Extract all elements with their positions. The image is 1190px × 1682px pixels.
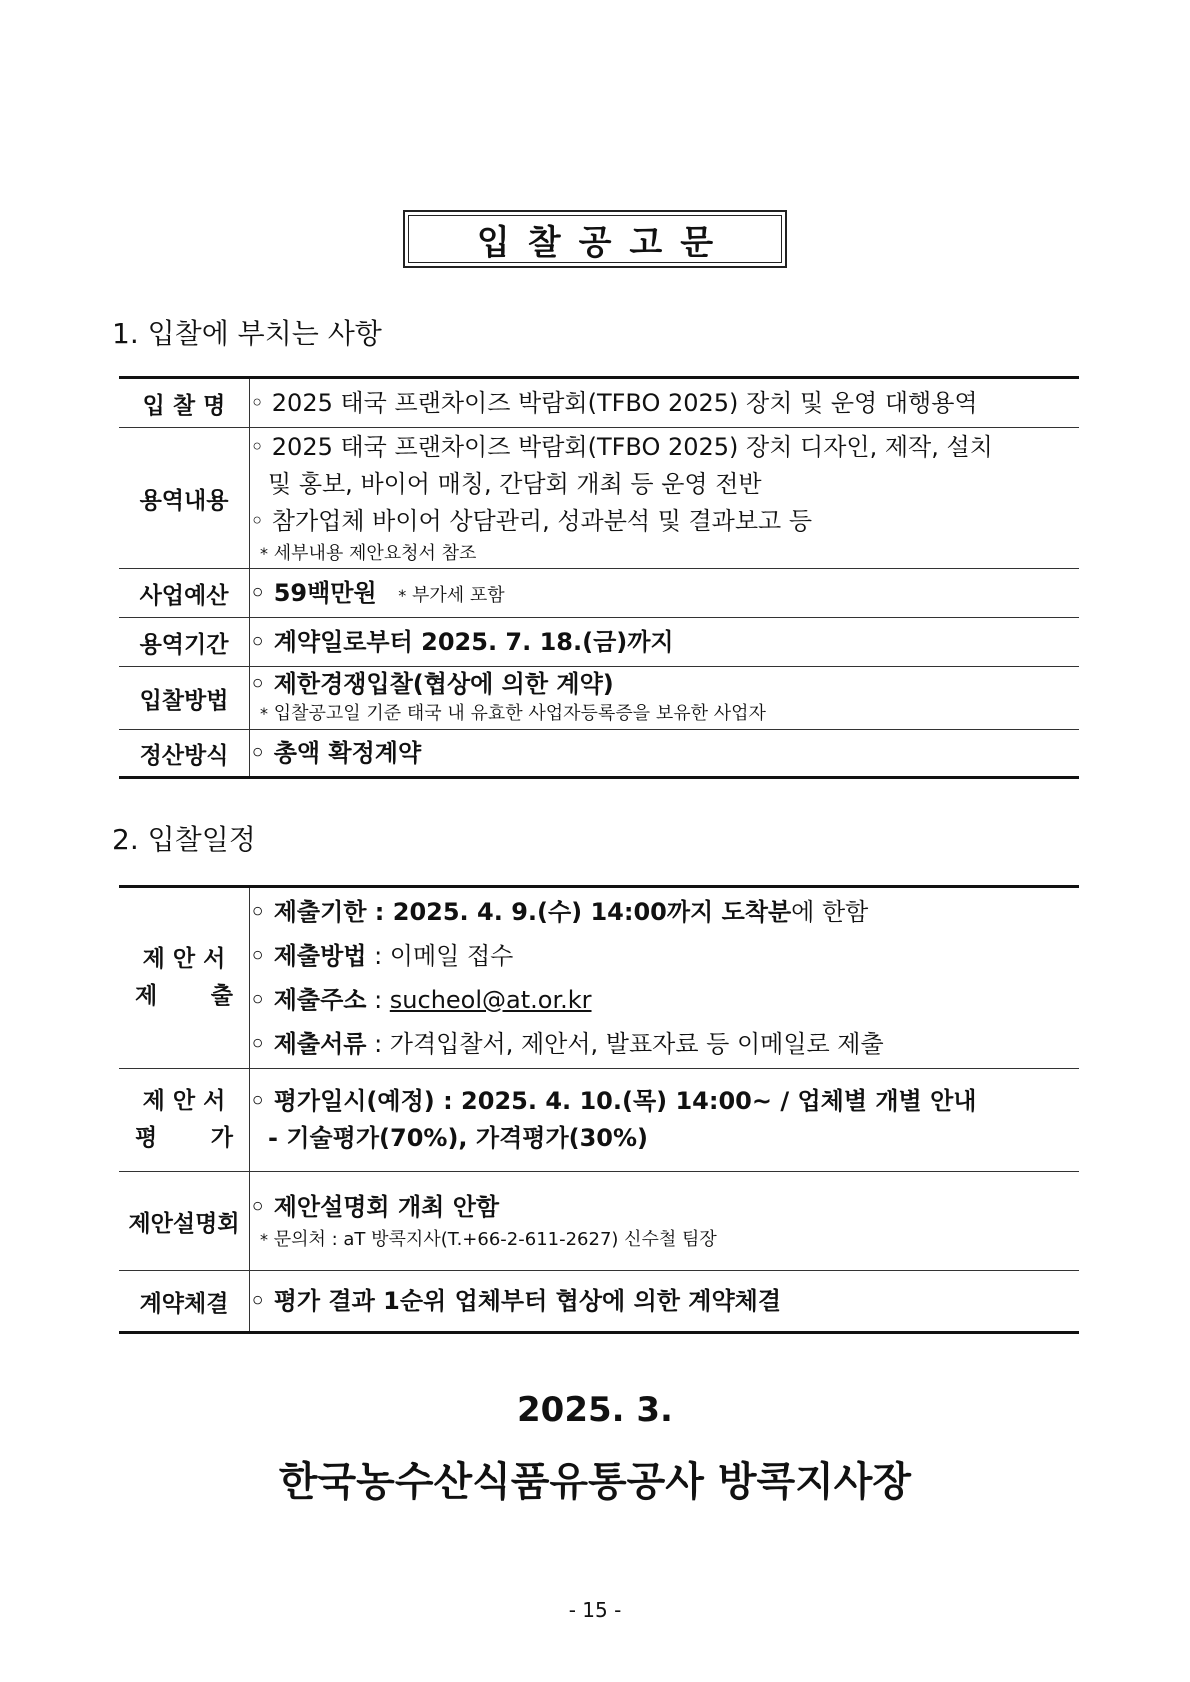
row-content-method bbox=[250, 667, 1080, 730]
deadline-label: ◦ 제출기한 bbox=[250, 898, 367, 926]
note-mark: * bbox=[260, 704, 268, 723]
table-row bbox=[119, 569, 1079, 618]
how-value: : 이메일 접수 bbox=[366, 942, 514, 970]
table-row bbox=[119, 378, 1079, 428]
label-line: 제 안 서 bbox=[142, 946, 226, 972]
project-name: ◦ 2025 태국 프랜차이즈 박람회(TFBO 2025) 장치 및 운영 대행용역 bbox=[250, 388, 978, 417]
document-title: 입찰공고문 bbox=[476, 222, 732, 263]
row-label-settlement: 정산방식 bbox=[119, 730, 250, 778]
bid-items-table bbox=[119, 376, 1079, 779]
label-line bbox=[119, 978, 249, 1015]
settlement-value: ◦ 총액 확정계약 bbox=[250, 738, 422, 767]
row-label-evaluation bbox=[119, 1069, 250, 1172]
note-text: 문의처 : aT 방콕지사(T.+66-2-611-2627) 신수철 팀장 bbox=[273, 1228, 717, 1250]
evaluation-weights: - 기술평가(70%), 가격평가(30%) bbox=[268, 1124, 649, 1152]
briefing-note bbox=[250, 1226, 1079, 1254]
label-line: 제 안 서 bbox=[142, 1088, 226, 1114]
deadline-suffix: 에 한함 bbox=[791, 898, 869, 926]
table-row bbox=[119, 1069, 1079, 1172]
service-line-1: ◦ 2025 태국 프랜차이즈 박람회(TFBO 2025) 장치 디자인, 제작, 설치 bbox=[250, 432, 993, 461]
label-line bbox=[119, 1120, 249, 1157]
row-label-contract: 계약체결 bbox=[119, 1271, 250, 1333]
row-content-contract bbox=[250, 1271, 1080, 1333]
table-row bbox=[119, 1172, 1079, 1271]
period-value: ◦ 계약일로부터 2025. 7. 18.(금)까지 bbox=[250, 627, 674, 656]
note-text: 부가세 포함 bbox=[412, 584, 505, 606]
method-value: ◦ 제한경쟁입찰(협상에 의한 계약) bbox=[250, 670, 614, 698]
row-label-content: 용역내용 bbox=[119, 428, 250, 569]
deadline-value: : 2025. 4. 9.(수) 14:00까지 도착분 bbox=[366, 898, 792, 926]
note-mark: * bbox=[260, 1229, 268, 1249]
evaluation-schedule: ◦ 평가일시(예정) : 2025. 4. 10.(목) 14:00~ / 업체별 개별 안내 bbox=[250, 1087, 977, 1115]
how-label: ◦ 제출방법 bbox=[250, 942, 367, 970]
page-number: - 15 - bbox=[568, 1598, 622, 1622]
row-content-submission bbox=[250, 887, 1080, 1069]
docs-value: : 가격입찰서, 제안서, 발표자료 등 이메일로 제출 bbox=[366, 1030, 884, 1058]
label-char: 평 bbox=[135, 1125, 158, 1151]
row-label-briefing: 제안설명회 bbox=[119, 1172, 250, 1271]
row-content-period bbox=[250, 618, 1080, 667]
address-separator: : bbox=[366, 986, 390, 1014]
row-content-settlement bbox=[250, 730, 1080, 778]
row-content-budget bbox=[250, 569, 1080, 618]
service-line-2: 및 홍보, 바이어 매칭, 간담회 개최 등 운영 전반 bbox=[268, 469, 762, 498]
row-label-name: 입 찰 명 bbox=[119, 378, 250, 428]
address-label: ◦ 제출주소 bbox=[250, 986, 367, 1014]
docs-label: ◦ 제출서류 bbox=[250, 1030, 367, 1058]
row-content-content bbox=[250, 428, 1080, 569]
note-mark: * bbox=[260, 543, 268, 563]
section1-heading: 1. 입찰에 부치는 사항 bbox=[112, 317, 382, 350]
note-text: 세부내용 제안요청서 참조 bbox=[273, 542, 477, 564]
method-note bbox=[250, 700, 1079, 728]
label-char: 가 bbox=[210, 1125, 233, 1151]
budget-value: ◦ 59백만원 bbox=[250, 578, 377, 607]
table-row bbox=[119, 618, 1079, 667]
label-char: 제 bbox=[135, 983, 158, 1009]
row-label-period: 용역기간 bbox=[119, 618, 250, 667]
section2-heading: 2. 입찰일정 bbox=[112, 823, 256, 856]
briefing-value: ◦ 제안설명회 개최 안함 bbox=[250, 1192, 500, 1221]
row-label-submission bbox=[119, 887, 250, 1069]
table-row bbox=[119, 667, 1079, 730]
service-note bbox=[250, 540, 1079, 568]
issue-date: 2025. 3. bbox=[517, 1390, 673, 1430]
row-content-name bbox=[250, 378, 1080, 428]
table-row bbox=[119, 1271, 1079, 1333]
note-text: 입찰공고일 기준 태국 내 유효한 사업자등록증을 보유한 사업자 bbox=[273, 703, 766, 724]
document-title-box bbox=[403, 210, 787, 268]
email-link[interactable]: sucheol@at.or.kr bbox=[389, 986, 592, 1014]
table-row bbox=[119, 887, 1079, 1069]
note-mark: * bbox=[398, 585, 407, 605]
row-label-budget: 사업예산 bbox=[119, 569, 250, 618]
row-label-method: 입찰방법 bbox=[119, 667, 250, 730]
table-row bbox=[119, 428, 1079, 569]
issuer-organization: 한국농수산식품유통공사 방콕지사장 bbox=[278, 1459, 912, 1505]
service-line-3: ◦ 참가업체 바이어 상담관리, 성과분석 및 결과보고 등 bbox=[250, 506, 813, 535]
table-row bbox=[119, 730, 1079, 778]
row-content-evaluation bbox=[250, 1069, 1080, 1172]
row-content-briefing bbox=[250, 1172, 1080, 1271]
bid-schedule-table bbox=[119, 885, 1079, 1334]
label-char: 출 bbox=[210, 983, 233, 1009]
contract-value: ◦ 평가 결과 1순위 업체부터 협상에 의한 계약체결 bbox=[250, 1286, 782, 1315]
